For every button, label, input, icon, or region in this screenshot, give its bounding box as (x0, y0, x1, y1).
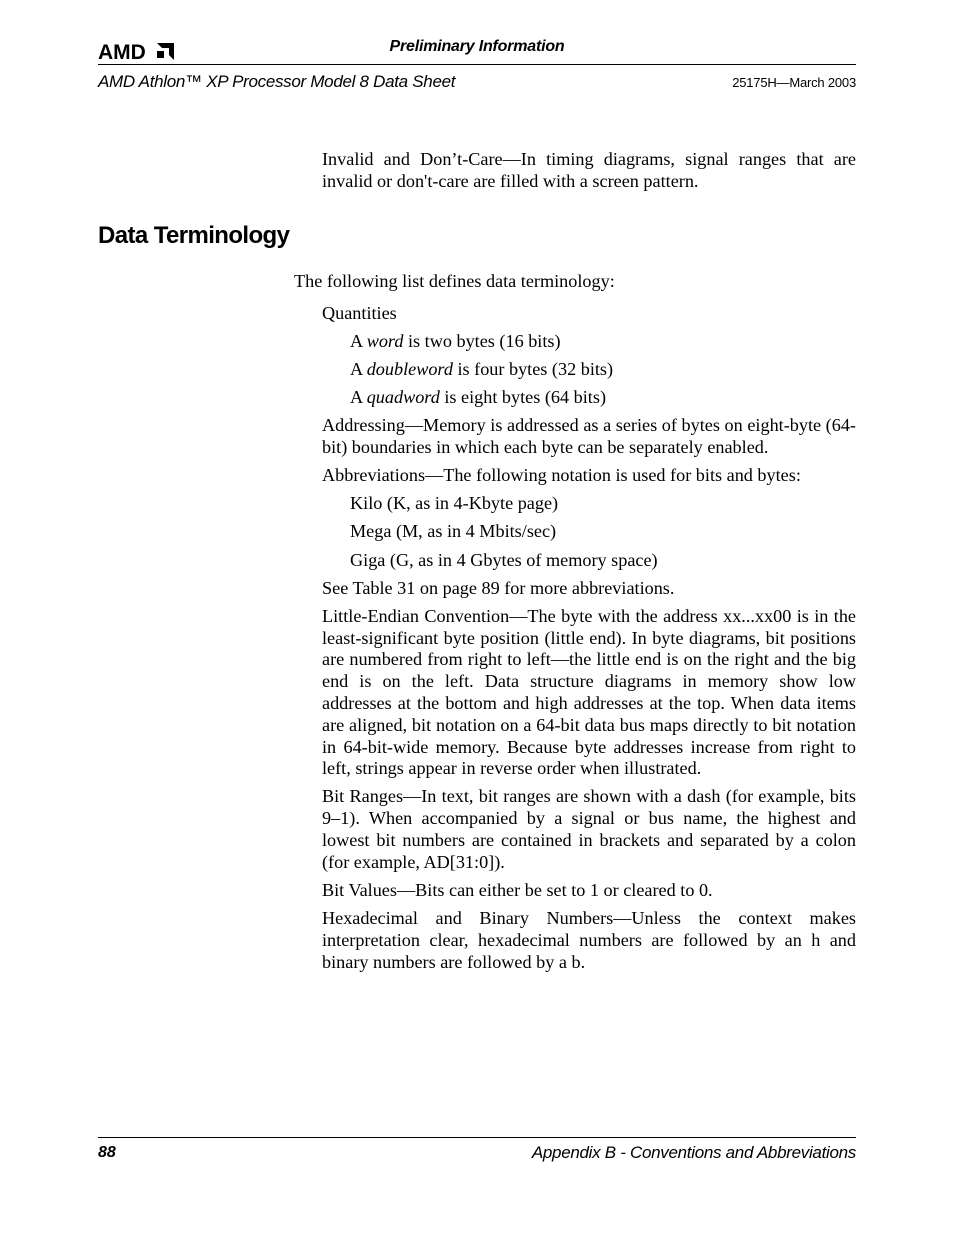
quantities-label: Quantities (322, 303, 397, 323)
abbreviations-label: Abbreviations—The following notation is used for bits and bytes: (322, 465, 801, 486)
document-id: 25175H—March 2003 (732, 75, 856, 90)
bit-ranges-paragraph: Bit Ranges—In text, bit ranges are shown with a dash (for example, bits 9–1). When accompanied by a signal or bus name, the highest and lowest bit numbers are contained in brackets and separated by a colon (for example, AD[31:0]). (322, 786, 856, 872)
terminology-list (322, 303, 856, 980)
see-table-reference: See Table 31 on page 89 for more abbreviations. (322, 577, 675, 598)
addressing-paragraph: Addressing—Memory is addressed as a series of bytes on eight-byte (64-bit) boundaries in which each byte can be separately enabled. (322, 415, 856, 458)
abbreviation-item-mega: Mega (M, as in 4 Mbits/sec) (350, 521, 557, 542)
footer-divider (98, 1137, 856, 1138)
preliminary-label: Preliminary Information (389, 38, 565, 55)
document-title: AMD Athlon™ XP Processor Model 8 Data Sheet (98, 72, 456, 91)
abbreviation-item-kilo: Kilo (K, as in 4-Kbyte page) (350, 493, 559, 514)
section-title: Data Terminology (98, 222, 290, 249)
abbreviation-item-giga: Giga (G, as in 4 Gbytes of memory space) (350, 549, 658, 570)
quantity-item-word: A word is two bytes (16 bits) (350, 331, 561, 352)
hex-binary-paragraph: Hexadecimal and Binary Numbers—Unless the context makes interpretation clear, hexadecimal numbers are followed by an h and binary numbers are followed by a b. (322, 907, 856, 972)
amd-logo-text: AMD (98, 41, 146, 62)
intro-paragraph: Invalid and Don’t-Care—In timing diagrams, signal ranges that are invalid or don't-care are filled with a screen pattern. (322, 149, 856, 191)
quantity-item-doubleword: A doubleword is four bytes (32 bits) (350, 359, 614, 380)
bit-values-paragraph: Bit Values—Bits can either be set to 1 or cleared to 0. (322, 879, 713, 900)
page-number: 88 (98, 1144, 116, 1161)
header-divider (98, 64, 856, 65)
quantity-item-quadword: A quadword is eight bytes (64 bits) (350, 387, 606, 408)
section-lead: The following list defines data terminology: (294, 271, 615, 291)
footer-title: Appendix B - Conventions and Abbreviations (531, 1143, 856, 1162)
little-endian-paragraph: Little-Endian Convention—The byte with the address xx...xx00 is in the least-significant byte position (little end). In byte diagrams, bit positions are numbered from right to left—the little end is on the right and the big end is on the left. Data structure diagrams in memory show low addresses at the bottom and high addresses at the top. When data items are aligned, bit notation on a 64-bit data bus maps directly to bit notation in 64-bit-wide memory. Because byte addresses increase from right to left, strings appear in reverse order when illustrated. (322, 605, 856, 779)
